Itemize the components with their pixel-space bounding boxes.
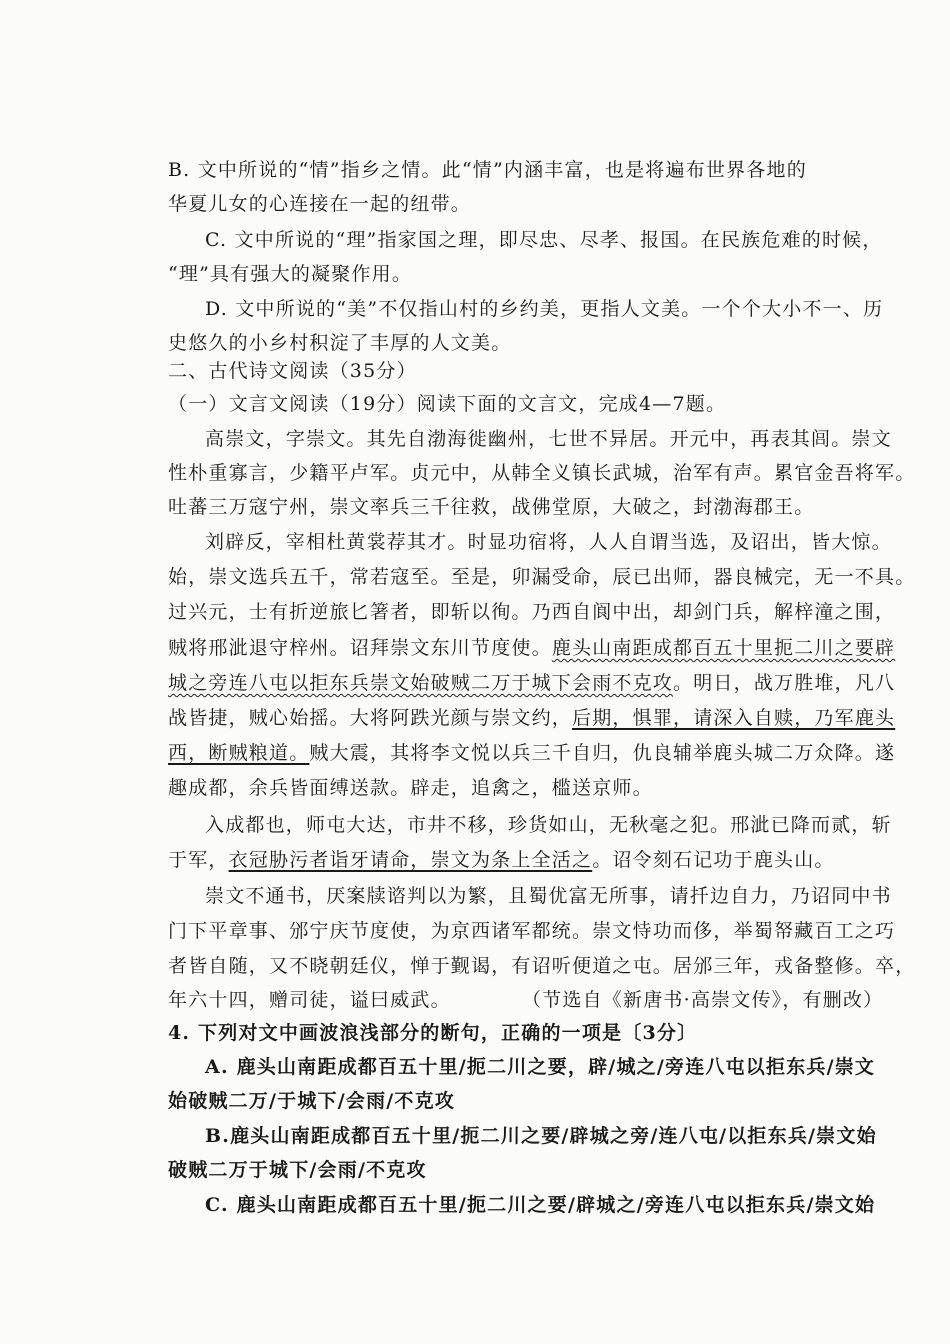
passage-text: 年六十四，赠司徒，谥曰威武。: [168, 989, 451, 1011]
question-4-option-a-line-2: 始破贼二万/于城下/会雨/不克攻: [168, 1090, 456, 1112]
passage-p2-line-4: [168, 636, 895, 660]
question-4-stem: 4. 下列对文中画波浪浅部分的断句，正确的一项是〔3分〕: [168, 1022, 698, 1044]
passage-p4-line-3: 者皆自随，又不晓朝廷仪，惮于觐谒，有诏听便道之屯。居邠三年，戎备整修。卒，: [168, 955, 916, 977]
underlined-sentence: 西，断贼粮道。: [168, 742, 310, 764]
passage-p2-line-6: [168, 706, 895, 730]
passage-p4-line-1: 崇文不通书，厌案牍谘判以为繁，且蜀优富无所事，请扦边自力，乃诏同中书: [205, 885, 892, 907]
passage-text: 。诏令刻石记功于鹿头山。: [592, 849, 835, 871]
passage-p1-line-1: 高崇文，字崇文。其先自渤海徙幽州，七世不异居。开元中，再表其闾。崇文: [205, 428, 892, 450]
passage-p3-line-2: [168, 848, 835, 872]
option-c-line-1: C. 文中所说的“理”指家国之理，即尽忠、尽孝、报国。在民族危难的时候，: [205, 229, 883, 251]
passage-text: 战皆捷，贼心始摇。大将阿跌光颜与崇文约，: [168, 707, 573, 729]
passage-p2-line-7: [168, 741, 895, 765]
question-4-option-b-line-2: 破贼二万于城下/会雨/不克攻: [168, 1159, 427, 1181]
passage-text: 贼将邢泚退守梓州。诏拜崇文东川节度使。: [168, 637, 552, 659]
question-4-option-a-line-1: A. 鹿头山南距成都百五十里/扼二川之要，辟/城之/旁连八屯以拒东兵/崇文: [205, 1056, 876, 1078]
question-4-option-b-line-1: B.鹿头山南距成都百五十里/扼二川之要/辟城之旁/连八屯/以拒东兵/崇文始: [205, 1125, 877, 1147]
passage-p2-line-5: [168, 671, 895, 695]
passage-p2-line-2: 始，崇文选兵五千，常若寇至。至是，卯漏受命，辰已出师，器良械完，无一不具。: [168, 566, 916, 588]
passage-p1-line-3: 吐蕃三万寇宁州，崇文率兵三千往救，战佛堂原，大破之，封渤海郡王。: [168, 496, 815, 518]
underlined-sentence: 衣冠胁污者诣牙请命，崇文为条上全活之: [228, 849, 593, 871]
wavy-underlined-text: 城之旁连八屯以拒东兵崇文始破贼二万于城下会雨不克攻: [168, 672, 674, 694]
option-b-line-1: B. 文中所说的“情”指乡之情。此“情”内涵丰富，也是将遍布世界各地的: [168, 159, 807, 181]
sub-section-heading: （一）文言文阅读（19分）阅读下面的文言文，完成4—7题。: [168, 393, 727, 415]
passage-p3-line-1: 入成都也，师屯大达，市井不移，珍货如山，无秋毫之犯。邢泚已降而贰，斩: [205, 814, 892, 836]
passage-text: 贼大震，其将李文悦以兵三千自归，仇良辅举鹿头城二万众降。遂: [309, 742, 896, 764]
section-heading: 二、古代诗文阅读（35分）: [168, 360, 417, 382]
wavy-underlined-text: 鹿头山南距成都百五十里扼二川之要辟: [551, 637, 896, 659]
question-4-option-c-line-1: C. 鹿头山南距成都百五十里/扼二川之要/辟城之/旁连八屯以拒东兵/崇文始: [205, 1194, 876, 1216]
passage-text: 。明日，战万胜堆，凡八: [673, 672, 896, 694]
passage-p2-line-3: 过兴元，士有折逆旅匕箸者，即斩以徇。乃西自阆中出，却剑门兵，解梓潼之围，: [168, 601, 896, 623]
option-d-line-1: D. 文中所说的“美”不仅指山村的乡约美，更指人文美。一个个大小不一、历: [205, 298, 884, 320]
passage-p1-line-2: 性朴重寡言，少籍平卢军。贞元中，从韩全义镇长武城，治军有声。累官金吾将军。: [168, 462, 916, 484]
option-c-line-2: “理”具有强大的凝聚作用。: [168, 263, 413, 285]
passage-p2-line-1: 刘辟反，宰相杜黄裳荐其才。时显功宿将，人人自谓当选，及诏出，皆大惊。: [205, 531, 892, 553]
passage-p2-line-8: 趣成都，余兵皆面缚送款。辟走，追禽之，槛送京师。: [168, 777, 653, 799]
passage-text: 于军，: [168, 849, 229, 871]
option-b-line-2: 华夏儿女的心连接在一起的纽带。: [168, 193, 472, 215]
option-d-line-2: 史悠久的小乡村积淀了丰厚的人文美。: [168, 332, 512, 354]
passage-p4-line-2: 门下平章事、邠宁庆节度使，为京西诸军都统。崇文恃功而侈，举蜀帑藏百工之巧: [168, 920, 896, 942]
passage-p4-line-4: [168, 988, 451, 1012]
underlined-sentence: 后期，惧罪，请深入自赎，乃军鹿头: [572, 707, 896, 729]
passage-source: （节选自《新唐书·高崇文传》，有删改）: [522, 989, 884, 1011]
